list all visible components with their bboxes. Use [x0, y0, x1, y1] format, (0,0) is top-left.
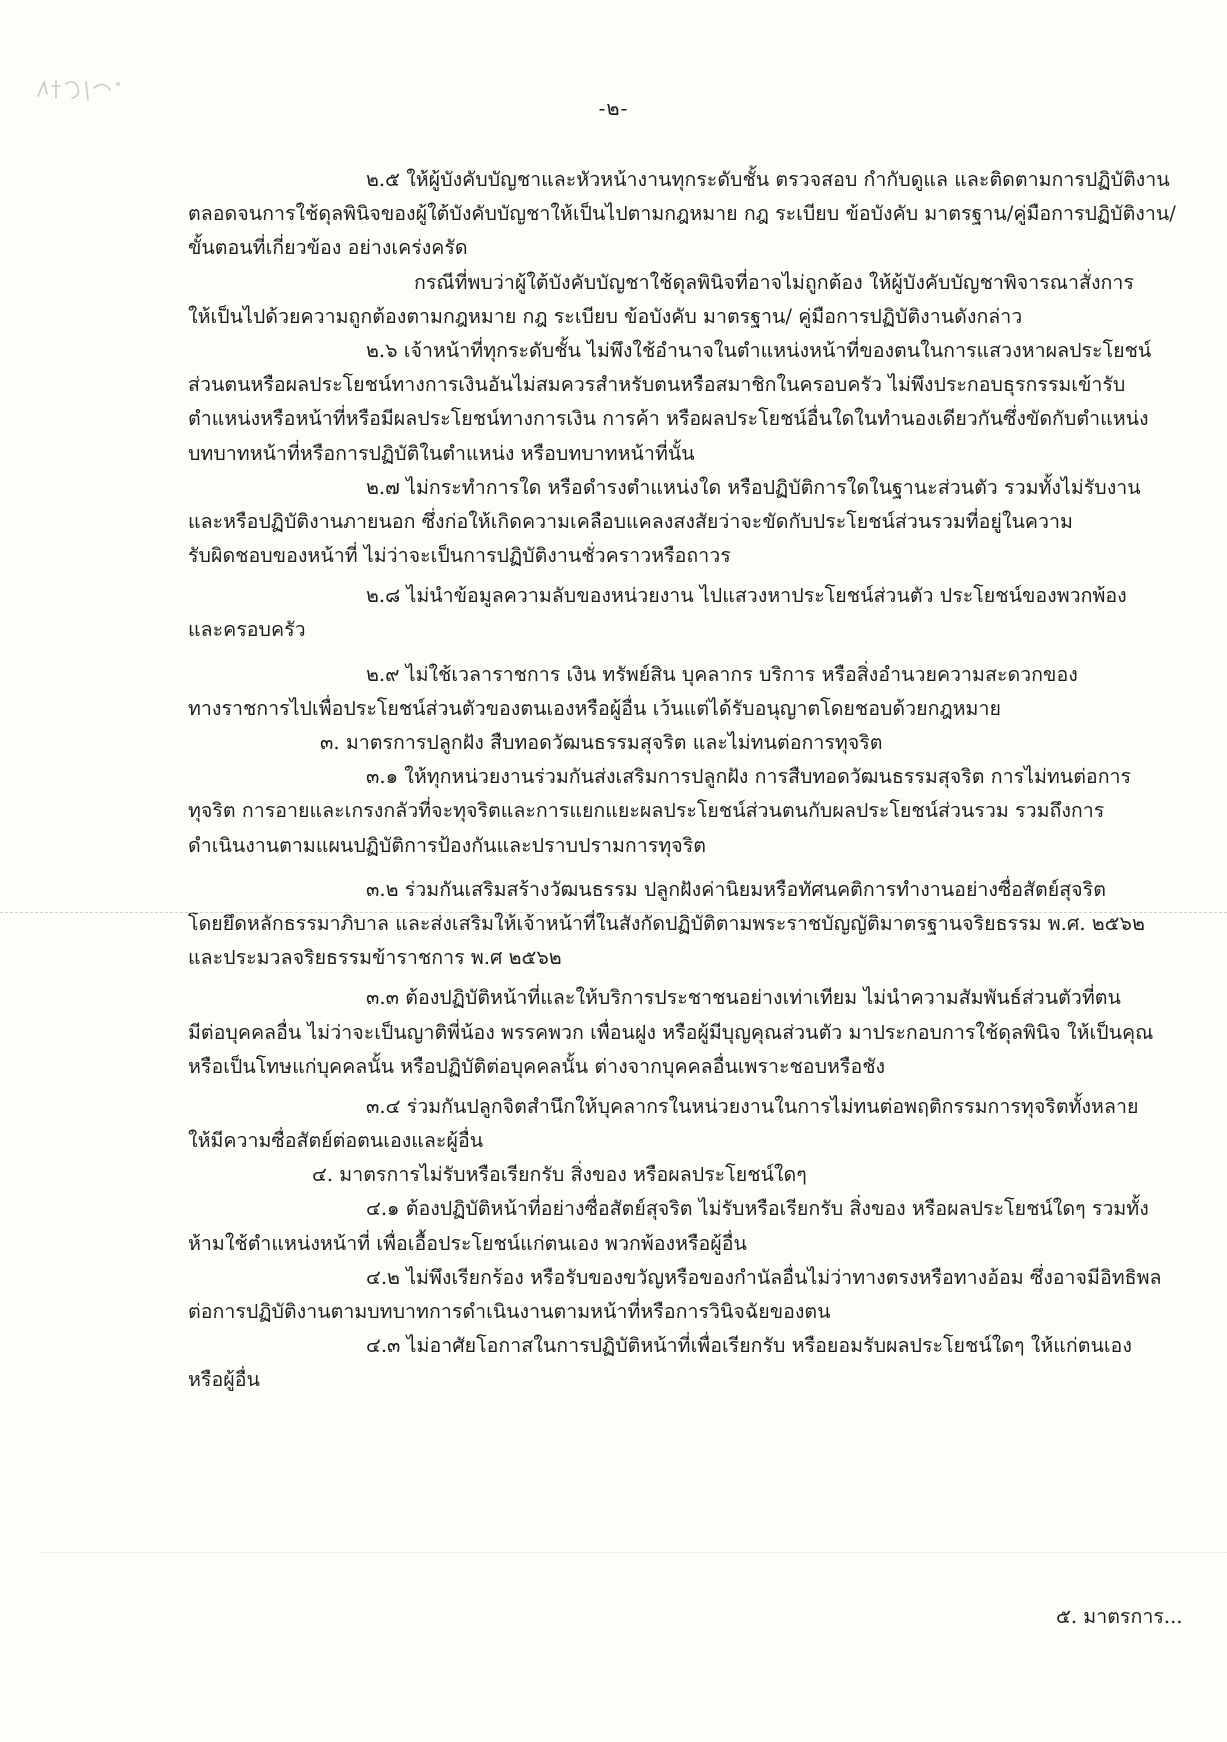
page-number: -๒-	[598, 96, 629, 120]
paragraph-3-2-line-1: ๓.๒ ร่วมกันเสริมสร้างวัฒนธรรม ปลูกฝังค่านิยมหรือทัศนคติการทำงานอย่างซื่อสัตย์สุจริต	[366, 877, 1106, 901]
paragraph-4-2-line-2: ต่อการปฏิบัติงานตามบทบาทการดำเนินงานตามหน้าที่หรือการวินิจฉัยของตน	[188, 1300, 831, 1323]
paragraph-2-5-line-3: ขั้นตอนที่เกี่ยวข้อง อย่างเคร่งครัด	[188, 236, 468, 260]
paragraph-2-6-line-2: ส่วนตนหรือผลประโยชน์ทางการเงินอันไม่สมควรสำหรับตนหรือสมาชิกในครอบครัว ไม่พึงประกอบธุรกรรมเข้ารับ	[188, 373, 1126, 397]
paragraph-3-4-line-2: ให้มีความซื่อสัตย์ต่อตนเองและผู้อื่น	[188, 1129, 484, 1153]
paragraph-3-1-line-3: ดำเนินงานตามแผนปฏิบัติการป้องกันและปราบปรามการทุจริต	[188, 833, 706, 857]
paragraph-4-1-line-2: ห้ามใช้ตำแหน่งหน้าที่ เพื่อเอื้อประโยชน์แก่ตนเอง พวกพ้องหรือผู้อื่น	[188, 1231, 747, 1255]
paragraph-2-6-line-3: ตำแหน่งหรือหน้าที่หรือมีผลประโยชน์ทางการเงิน การค้า หรือผลประโยชน์อื่นใดในทำนองเดียวกันซึ่งขัดกับตำแหน่ง	[188, 407, 1149, 431]
paragraph-4-3-line-1: ๔.๓ ไม่อาศัยโอกาสในการปฏิบัติหน้าที่เพื่อเรียกรับ หรือยอมรับผลประโยชน์ใดๆ ให้แก่ตนเอง	[366, 1334, 1132, 1358]
paragraph-2-5-line-1: ๒.๕ ให้ผู้บังคับบัญชาและหัวหน้างานทุกระดับชั้น ตรวจสอบ กำกับดูแล และติดตามการปฏิบัติงาน	[366, 168, 1170, 191]
paragraph-2-5-line-2: ตลอดจนการใช้ดุลพินิจของผู้ใต้บังคับบัญชาให้เป็นไปตามกฎหมาย กฎ ระเบียบ ข้อบังคับ มาตรฐาน/คู่มือการปฏิบัติงาน/	[188, 202, 1176, 226]
paragraph-4-2-line-1: ๔.๒ ไม่พึงเรียกร้อง หรือรับของขวัญหรือของกำนัลอื่นไม่ว่าทางตรงหรือทางอ้อม ซึ่งอาจมีอิทธิพล	[366, 1265, 1162, 1289]
paragraph-3-3-line-1: ๓.๓ ต้องปฏิบัติหน้าที่และให้บริการประชาชนอย่างเท่าเทียม ไม่นำความสัมพันธ์ส่วนตัวที่ตน	[366, 986, 1121, 1010]
paragraph-3-3-line-3: หรือเป็นโทษแก่บุคคลนั้น หรือปฏิบัติต่อบุคคลนั้น ต่างจากบุคคลอื่นเพราะชอบหรือชัง	[188, 1054, 886, 1078]
paragraph-2-7-line-3: รับผิดชอบของหน้าที่ ไม่ว่าจะเป็นการปฏิบัติงานชั่วคราวหรือถาวร	[188, 544, 731, 568]
continuation-note: ๕. มาตรการ...	[1056, 1605, 1183, 1628]
paragraph-case-line-1: กรณีที่พบว่าผู้ใต้บังคับบัญชาใช้ดุลพินิจที่อาจไม่ถูกต้อง ให้ผู้บังคับบัญชาพิจารณาสั่งการ	[414, 270, 1134, 294]
section-3-heading: ๓. มาตรการปลูกฝัง สืบทอดวัฒนธรรมสุจริต และไม่ทนต่อการทุจริต	[320, 731, 883, 754]
paragraph-2-8-line-1: ๒.๘ ไม่นำข้อมูลความลับของหน่วยงาน ไปแสวงหาประโยชน์ส่วนตัว ประโยชน์ของพวกพ้อง	[366, 584, 1127, 608]
paragraph-3-3-line-2: มีต่อบุคคลอื่น ไม่ว่าจะเป็นญาติพี่น้อง พรรคพวก เพื่อนฝูง หรือผู้มีบุญคุณส่วนตัว มาประกอบการใช้ดุลพินิจ ให้เป็นคุณ	[188, 1020, 1154, 1044]
paragraph-2-7-line-2: และหรือปฏิบัติงานภายนอก ซึ่งก่อให้เกิดความเคลือบแคลงสงสัยว่าจะขัดกับประโยชน์ส่วนรวมที่อยู่ในความ	[188, 509, 1073, 533]
paragraph-2-9-line-2: ทางราชการไปเพื่อประโยชน์ส่วนตัวของตนเองหรือผู้อื่น เว้นแต่ได้รับอนุญาตโดยชอบด้วยกฎหมาย	[188, 696, 1001, 720]
section-4-heading: ๔. มาตรการไม่รับหรือเรียกรับ สิ่งของ หรือผลประโยชน์ใดๆ	[312, 1163, 807, 1187]
paragraph-3-1-line-2: ทุจริต การอายและเกรงกลัวที่จะทุจริตและการแยกแยะผลประโยชน์ส่วนตนกับผลประโยชน์ส่วนรวม รวมถึงการ	[188, 799, 1105, 823]
paragraph-3-4-line-1: ๓.๔ ร่วมกันปลูกจิตสำนึกให้บุคลากรในหน่วยงานในการไม่ทนต่อพฤติกรรมการทุจริตทั้งหลาย	[366, 1094, 1139, 1118]
paragraph-3-1-line-1: ๓.๑ ให้ทุกหน่วยงานร่วมกันส่งเสริมการปลูกฝัง การสืบทอดวัฒนธรรมสุจริต การไม่ทนต่อการ	[366, 765, 1132, 789]
paragraph-2-6-line-4: บทบาทหน้าที่หรือการปฏิบัติในตำแหน่ง หรือบทบาทหน้าที่นั้น	[188, 441, 695, 465]
paragraph-2-9-line-1: ๒.๙ ไม่ใช้เวลาราชการ เงิน ทรัพย์สิน บุคลากร บริการ หรือสิ่งอำนวยความสะดวกของ	[366, 662, 1078, 686]
page-fold-line-lower	[40, 1552, 1227, 1553]
paragraph-3-2-line-2: โดยยึดหลักธรรมาภิบาล และส่งเสริมให้เจ้าหน้าที่ในสังกัดปฏิบัติตามพระราชบัญญัติมาตรฐานจริยธรรม พ.ศ. ๒๕๖๒	[188, 911, 1145, 935]
paragraph-2-8-line-2: และครอบครัว	[188, 618, 306, 642]
paragraph-4-1-line-1: ๔.๑ ต้องปฏิบัติหน้าที่อย่างซื่อสัตย์สุจริต ไม่รับหรือเรียกรับ สิ่งของ หรือผลประโยชน์ใดๆ รวมทั้ง	[366, 1197, 1149, 1221]
paragraph-4-3-line-2: หรือผู้อื่น	[188, 1368, 260, 1392]
paragraph-3-2-line-3: และประมวลจริยธรรมข้าราชการ พ.ศ ๒๕๖๒	[188, 946, 562, 970]
paragraph-case-line-2: ให้เป็นไปด้วยความถูกต้องตามกฎหมาย กฎ ระเบียบ ข้อบังคับ มาตรฐาน/ คู่มือการปฏิบัติงานดังกล่าว	[188, 304, 1023, 328]
paragraph-2-6-line-1: ๒.๖ เจ้าหน้าที่ทุกระดับชั้น ไม่พึงใช้อำนาจในตำแหน่งหน้าที่ของตนในการแสวงหาผลประโยชน์	[366, 338, 1152, 362]
page-fold-line	[0, 912, 1227, 913]
document-body	[188, 163, 1176, 1398]
paragraph-2-7-line-1: ๒.๗ ไม่กระทำการใด หรือดำรงตำแหน่งใด หรือปฏิบัติการใดในฐานะส่วนตัว รวมทั้งไม่รับงาน	[366, 475, 1141, 499]
